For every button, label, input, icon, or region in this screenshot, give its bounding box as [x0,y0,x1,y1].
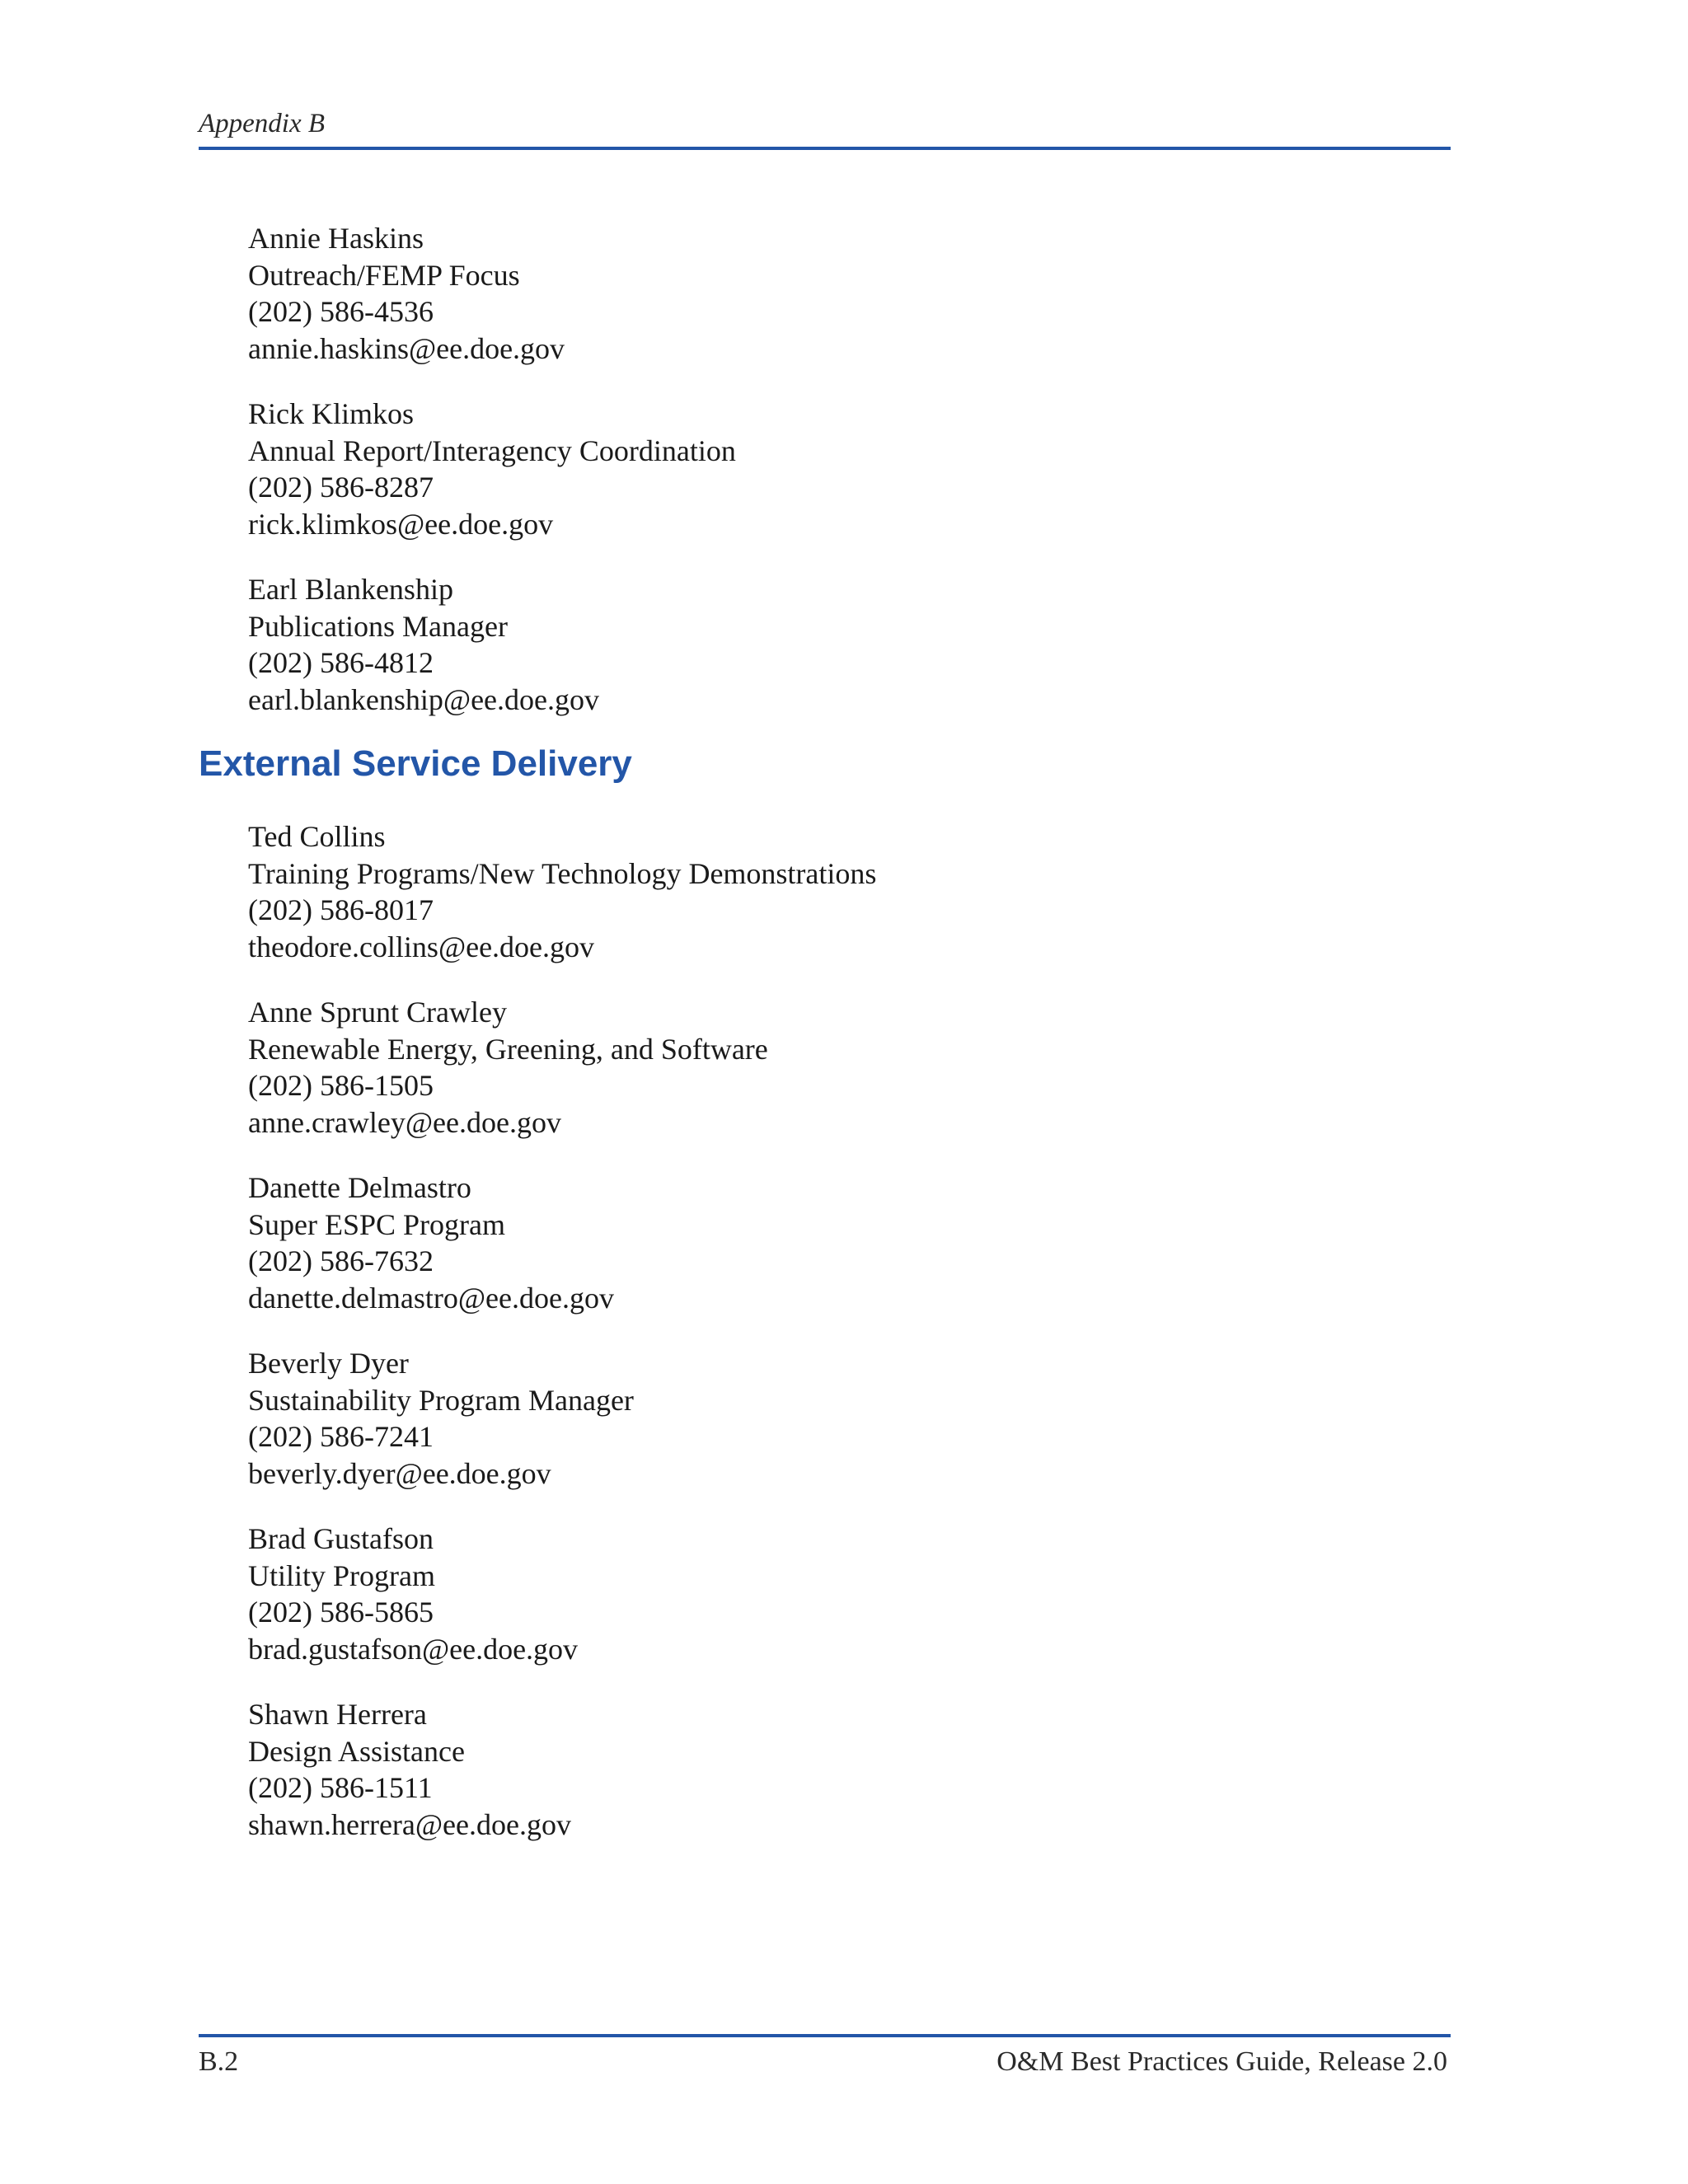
contact-role: Publications Manager [248,609,508,643]
page-number: B.2 [199,2046,239,2077]
contact-role: Super ESPC Program [248,1207,506,1241]
contact-name: Earl Blankenship [248,573,453,606]
contact-name: Beverly Dyer [248,1347,409,1380]
contact-card [248,994,768,1141]
footer-rule [199,2034,1451,2037]
contact-card [248,571,599,718]
contact-phone: (202) 586-1505 [248,1069,434,1102]
contact-role: Sustainability Program Manager [248,1383,634,1417]
contact-card [248,1696,571,1843]
contact-phone: (202) 586-7241 [248,1420,434,1453]
contact-phone: (202) 586-5865 [248,1596,434,1629]
contact-phone: (202) 586-4812 [248,646,434,679]
contact-role: Outreach/FEMP Focus [248,258,520,292]
contact-card [248,396,736,542]
contact-role: Training Programs/New Technology Demonstrations [248,856,877,890]
contact-email: earl.blankenship@ee.doe.gov [248,682,600,716]
contact-name: Anne Sprunt Crawley [248,996,507,1029]
page-header-label: Appendix B [199,109,326,138]
header-rule [199,147,1451,150]
contact-email: theodore.collins@ee.doe.gov [248,930,595,963]
contact-phone: (202) 586-8017 [248,893,434,926]
contact-name: Ted Collins [248,820,386,853]
contact-phone: (202) 586-8287 [248,471,434,504]
contact-card [248,220,565,367]
contact-card [248,1169,614,1316]
contact-name: Annie Haskins [248,222,424,255]
contact-role: Renewable Energy, Greening, and Software [248,1032,768,1066]
contact-card [248,1521,578,1667]
contact-email: danette.delmastro@ee.doe.gov [248,1281,614,1315]
contact-phone: (202) 586-7632 [248,1244,434,1277]
contact-card [248,1345,634,1492]
contact-email: annie.haskins@ee.doe.gov [248,331,565,365]
contact-email: beverly.dyer@ee.doe.gov [248,1456,551,1490]
contact-role: Utility Program [248,1558,435,1592]
contact-name: Danette Delmastro [248,1171,471,1204]
document-title: O&M Best Practices Guide, Release 2.0 [996,2046,1447,2077]
contact-role: Design Assistance [248,1734,465,1768]
contact-name: Brad Gustafson [248,1522,434,1555]
contact-role: Annual Report/Interagency Coordination [248,434,736,467]
contact-email: shawn.herrera@ee.doe.gov [248,1807,571,1841]
contact-phone: (202) 586-4536 [248,295,434,328]
contact-phone: (202) 586-1511 [248,1771,433,1804]
section-heading: External Service Delivery [199,743,632,784]
contact-name: Shawn Herrera [248,1698,427,1731]
contact-card [248,818,876,965]
contact-email: rick.klimkos@ee.doe.gov [248,507,554,541]
contact-email: anne.crawley@ee.doe.gov [248,1105,561,1139]
contact-email: brad.gustafson@ee.doe.gov [248,1632,579,1666]
contact-name: Rick Klimkos [248,397,415,430]
